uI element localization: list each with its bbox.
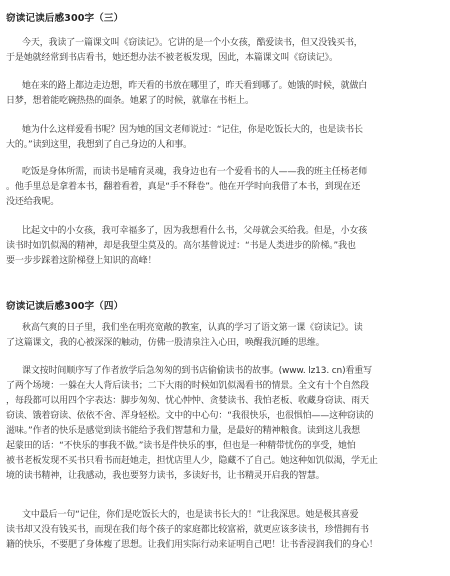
text-line: 比起文中的小女孩，我可幸福多了，因为我想看什么书，父母就会买给我。但是，小女孩: [22, 226, 368, 236]
article-2-title: 窃读记读后感300字（四）: [6, 301, 124, 312]
text-line: 她为什么这样爱看书呢？因为她的国文老师说过：“记住，你是吃饭长大的，也是读书长: [22, 125, 363, 135]
text-line: 。他手里总是拿着本书，翻着看着，真是“手不释卷”。他在开学时向我借了本书，到现在还: [6, 182, 361, 192]
text-line: 于是她就经常到书店看书，她还想办法不被老板发现，因此，本篇课文叫《窃读记》。: [6, 53, 338, 63]
text-line: 起蒙田的话：“不快乐的事我不做。”读书是件快乐的事，但也是一种精带忧伤的享受，她怕: [6, 441, 356, 451]
text-line: 境的读书精神，让我感动，我也要努力读书，多读好书，让书精灵开启我的智慧。: [6, 471, 325, 481]
text-line: 文中最后一句“记住，你们是吃饭长大的，也是读书长大的！”让我深思。她是极其喜爱: [22, 510, 359, 520]
text-line: 课文按时间顺序写了作者放学后急匆匆的到书店偷偷读书的故事。(www. lz13. cn)看重写: [22, 366, 373, 376]
text-line: 她在来的路上都边走边想，昨天看的书放在哪里了，昨天看到哪了。她饿的时候，就做白: [22, 81, 368, 91]
text-line: 读书时如饥似渴的精神，却是我望尘莫及的。高尔基曾说过：“书是人类进步的阶梯。”我也: [6, 241, 356, 251]
text-line: 要一步步踩着这阶梯登上知识的高峰！: [6, 256, 157, 266]
text-line: 了这篇课文，我的心被深深的触动，仿佛一股清泉注入心田，唤醒我沉睡的思维。: [6, 338, 325, 348]
text-line: 吃饭是身体所需，而读书是哺育灵魂，我身边也有一个爱看书的人——我的班主任杨老师: [22, 167, 368, 177]
text-line: 了两个场境：一躲在大人背后读书；二下大雨的时候如饥似渴看书的情景。全文有十个自然段: [6, 381, 369, 391]
text-line: 没还给我呢。: [6, 197, 60, 207]
text-line: 大的。”读到这里，我想到了自己身边的人和事。: [6, 140, 192, 150]
text-line: 滋味。”作者的快乐是感觉到读书能给予我们智慧和力量，是最好的精神粮食。读到这儿我想: [6, 426, 361, 436]
article-1-title: 窃读记读后感300字（三）: [6, 13, 124, 24]
text-line: 秋高气爽的日子里，我们坐在明亮宽敞的教室，认真的学习了语文第一课《窃读记》。读: [22, 323, 363, 333]
text-line: 日梦，想着能吃碗热热的面条。她累了的时候，就靠在书柜上。: [6, 96, 254, 106]
text-line: 被书老板发现不买书只看书而赶她走，担忧店里人少，隐藏不了自己。她这种如饥似渴，学无止: [6, 456, 378, 466]
text-line: 今天，我读了一篇课文叫《窃读记》。它讲的是一个小女孩，酷爱读书，但又没钱买书，: [22, 38, 363, 48]
text-line: 窃读、饿着窃读、依依不舍、浑身轻松。文中的中心句：“我很快乐，也很惧怕——这种窃读的: [6, 411, 374, 421]
text-line: ，每段都可以用四个字表达：脚步匆匆、忧心忡忡、贪婪读书、我怕老板、收藏身窃读、雨天: [6, 396, 369, 406]
text-line: 籍的快乐，不要肥了身体瘦了思想。让我们用实际行动来证明自己吧！让书香浸润我们的身心！: [6, 540, 378, 550]
text-line: 读书却又没有钱买书，而现在我们每个孩子的家庭都比较富裕，就更应该多读书，珍惜拥有书: [6, 525, 369, 535]
